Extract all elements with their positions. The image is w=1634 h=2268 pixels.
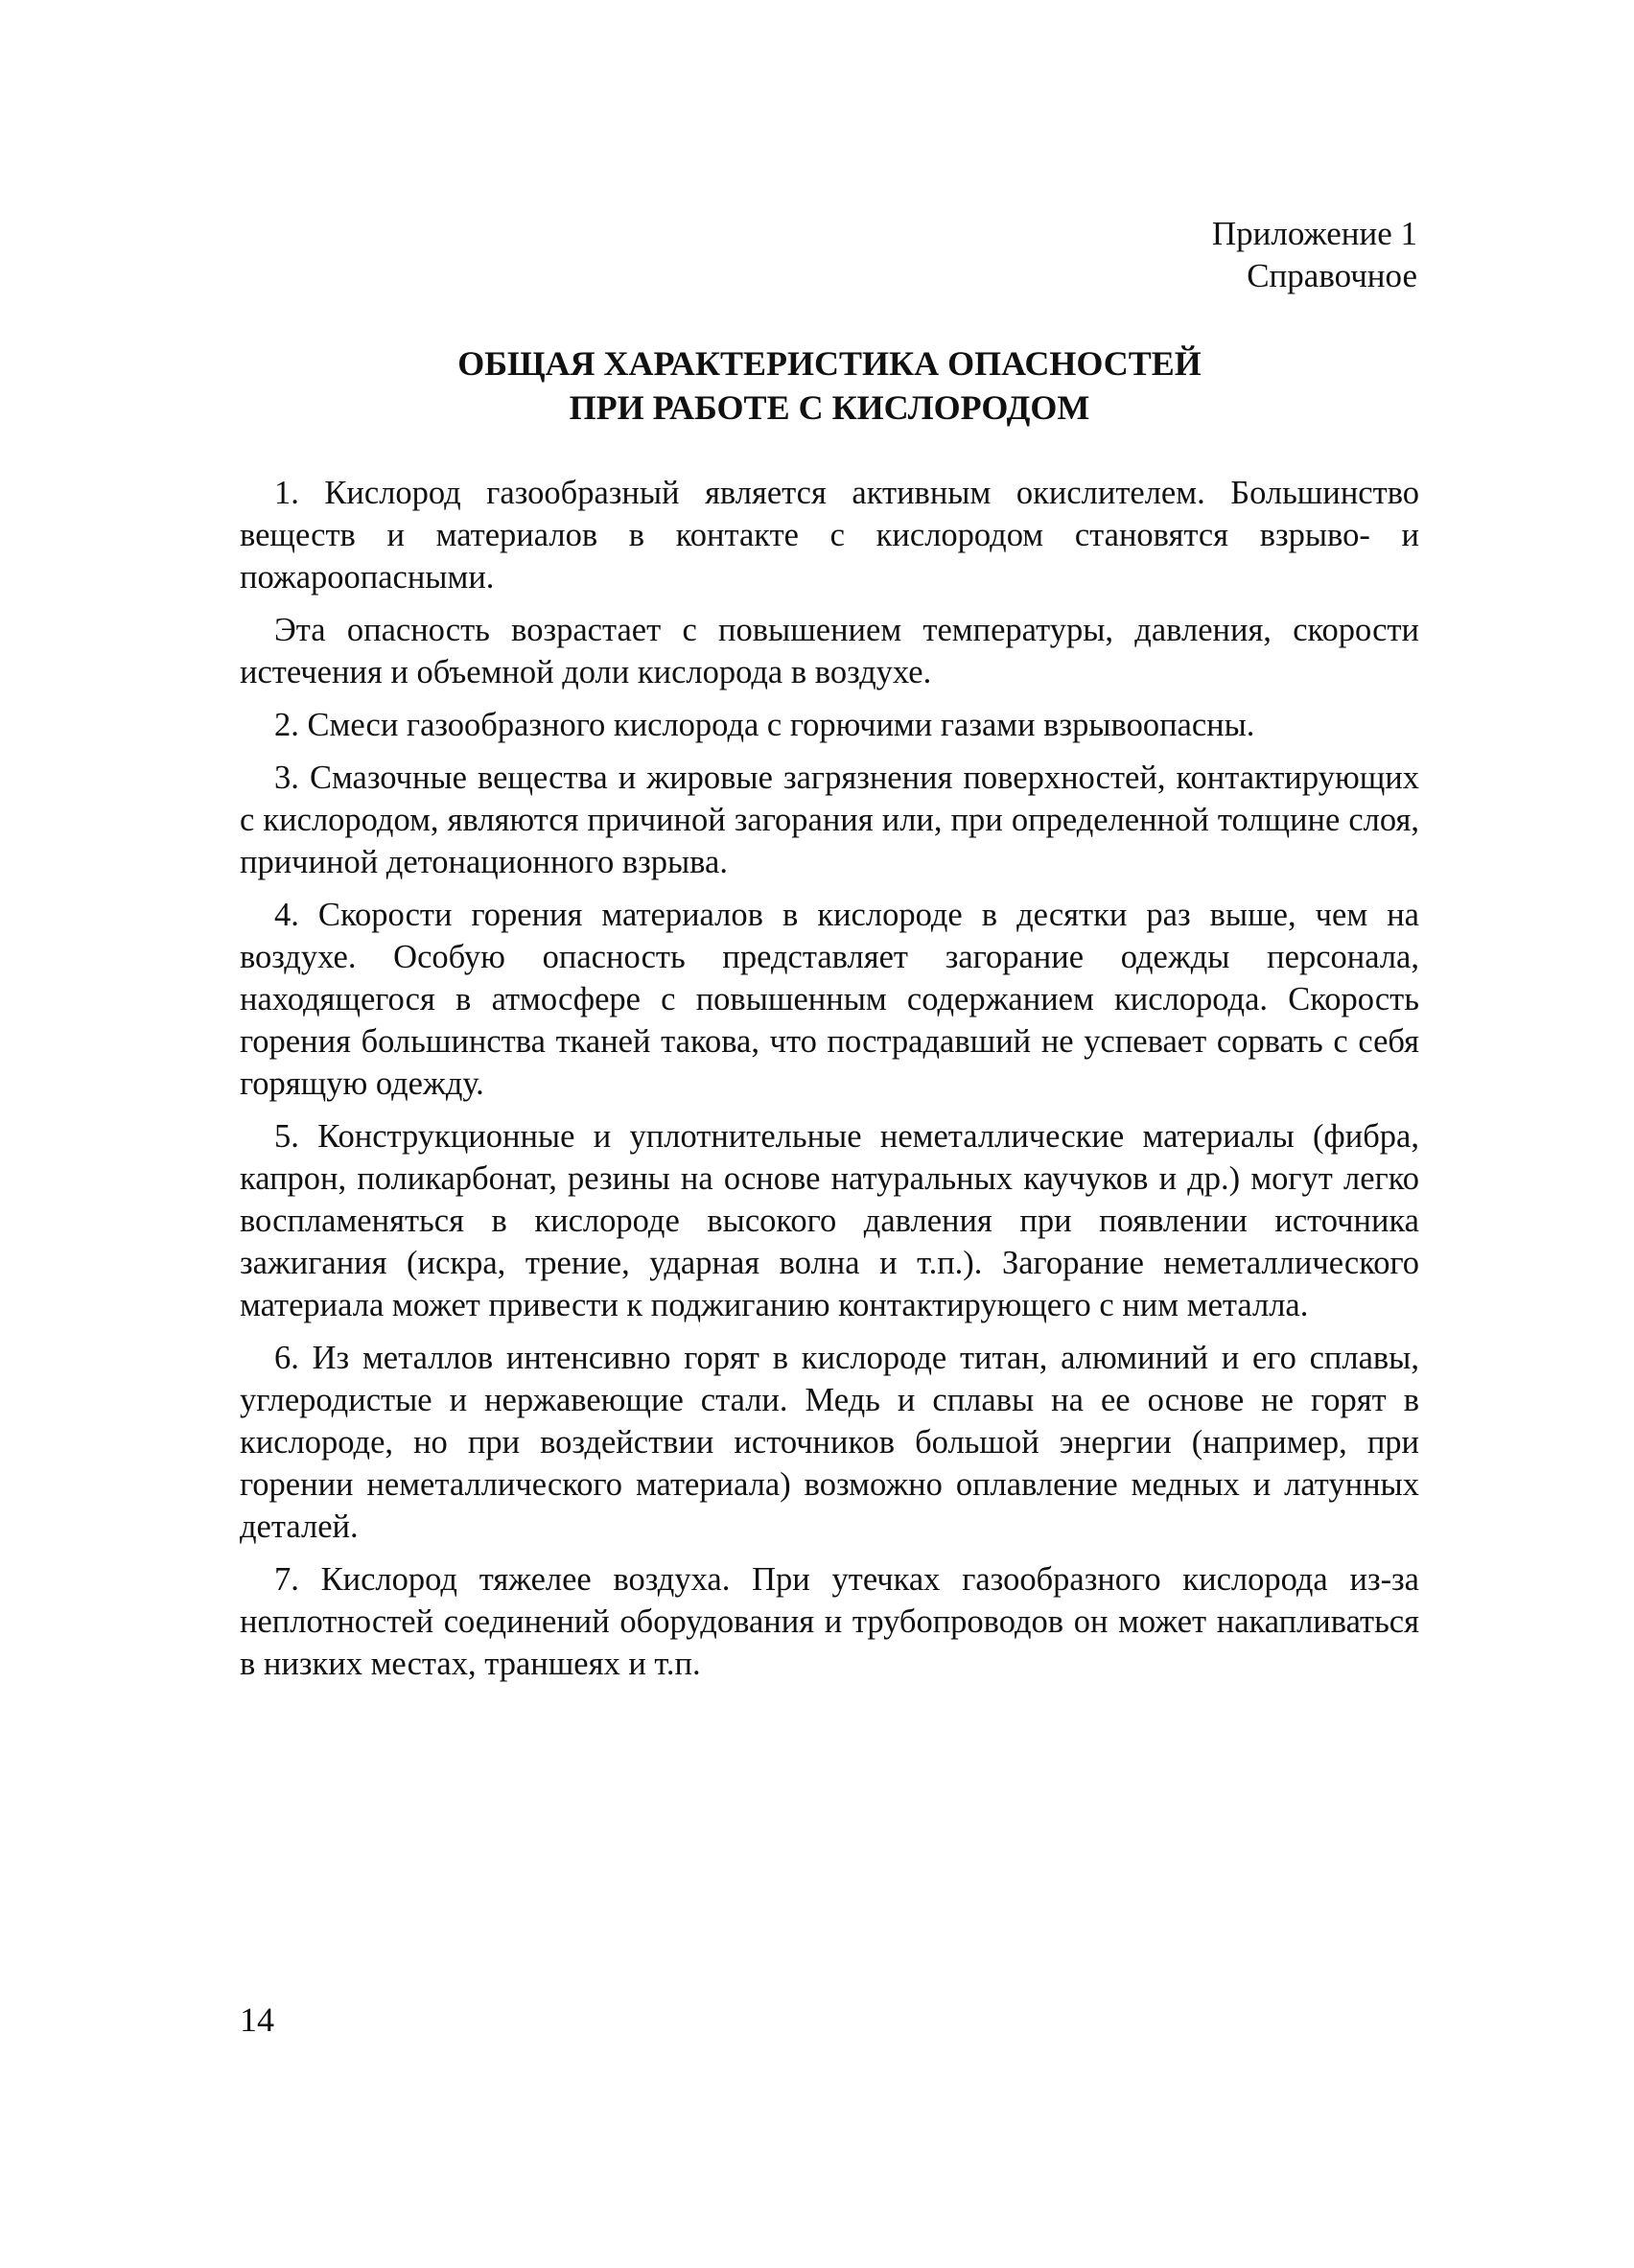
- page-number: 14: [240, 2000, 274, 2039]
- title-line-2: ПРИ РАБОТЕ С КИСЛОРОДОМ: [569, 388, 1090, 427]
- document-body: [240, 472, 1419, 1695]
- paragraph-7: 7. Кислород тяжелее воздуха. При утечках газообразного кислорода из-за неплотностей соединений оборудования и трубопроводов он может накапливаться в низких местах, траншеях и т.п.: [240, 1561, 1419, 1682]
- paragraph-2: 2. Смеси газообразного кислорода с горючими газами взрывоопасны.: [274, 707, 1255, 743]
- document-title: [240, 341, 1419, 430]
- paragraph-5: 5. Конструкционные и уплотнительные неметаллические материалы (фибра, капрон, поликарбонат, резины на основе натуральных каучуков и др.) могут легко воспламеняться в кислороде высокого давления при появлении источника зажигания (искра, трение, ударная волна и т.п.). Загорание неметаллического материала может привести к поджиганию контактирующего с ним металла.: [240, 1118, 1419, 1323]
- paragraph-1-continuation: Эта опасность возрастает с повышением температуры, давления, скорости истечения и объемной доли кислорода в воздухе.: [240, 612, 1419, 690]
- appendix-number: Приложение 1: [1211, 215, 1417, 252]
- paragraph-1: 1. Кислород газообразный является активным окислителем. Большинство веществ и материалов в контакте с кислородом становятся взрыво- и пожароопасными.: [240, 475, 1419, 596]
- appendix-type: Справочное: [1247, 257, 1417, 294]
- appendix-label: [1212, 213, 1417, 297]
- paragraph-4: 4. Скорости горения материалов в кислороде в десятки раз выше, чем на воздухе. Особую опасность представляет загорание одежды персонала, находящегося в атмосфере с повышенным содержанием кислорода. Скорость горения большинства тканей такова, что пострадавший не успевает сорвать с себя горящую одежду.: [240, 897, 1419, 1102]
- title-line-1: ОБЩАЯ ХАРАКТЕРИСТИКА ОПАСНОСТЕЙ: [457, 344, 1202, 383]
- paragraph-6: 6. Из металлов интенсивно горят в кислороде титан, алюминий и его сплавы, углеродистые и нержавеющие стали. Медь и сплавы на ее основе не горят в кислороде, но при воздействии источников большой энергии (например, при горении неметаллического материала) возможно оплавление медных и латунных деталей.: [240, 1340, 1419, 1545]
- paragraph-3: 3. Смазочные вещества и жировые загрязнения поверхностей, контактирующих с кислородом, являются причиной загорания или, при определенной толщине слоя, причиной детонационного взрыва.: [240, 760, 1419, 880]
